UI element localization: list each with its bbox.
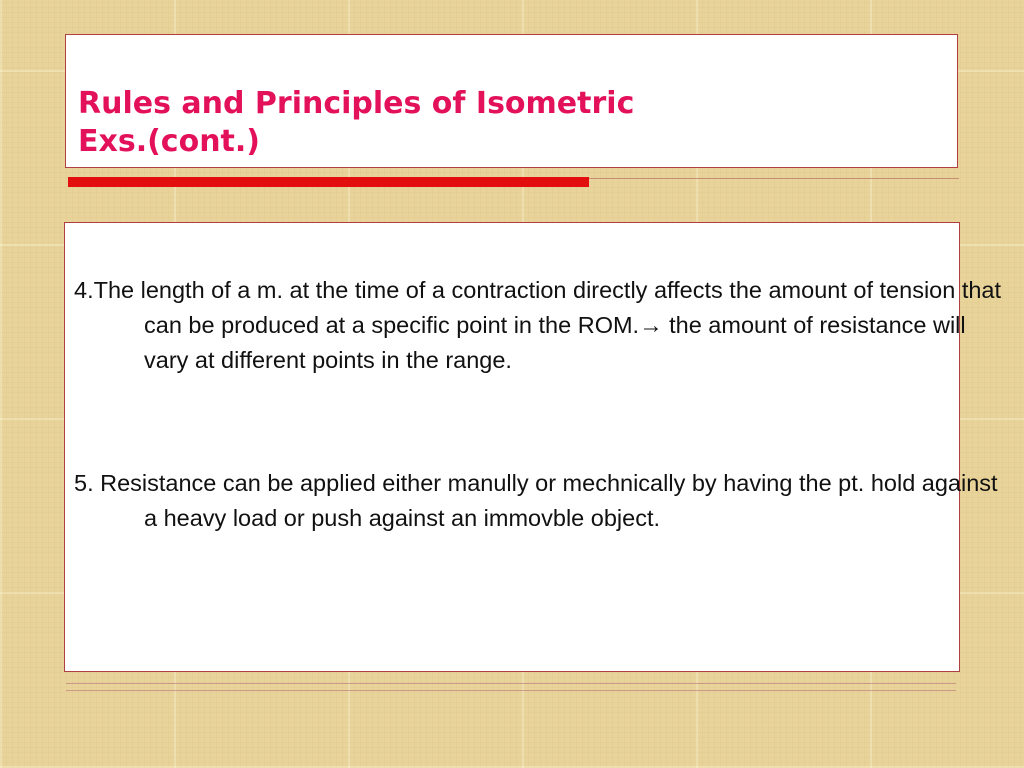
title-box	[65, 34, 958, 168]
title-underline	[589, 178, 959, 179]
footer-divider-bottom	[66, 690, 956, 691]
footer-divider-top	[66, 683, 956, 684]
point-5-text: 5. Resistance can be applied either manully or mechnically by having the pt. hold against a heavy load or push against an immovble object.	[74, 470, 998, 531]
slide-title-line-2: Exs.(cont.)	[78, 124, 261, 159]
slide-title-line-1: Rules and Principles of Isometric	[78, 86, 635, 121]
accent-bar	[68, 177, 589, 187]
point-4-text: 4.The length of a m. at the time of a contraction directly affects the amount of tension that can be produced at a specific point in the ROM.→ the amount of resistance will vary at different points in the range.	[74, 277, 1002, 373]
content-box	[64, 222, 1002, 672]
slide-title	[78, 85, 938, 161]
